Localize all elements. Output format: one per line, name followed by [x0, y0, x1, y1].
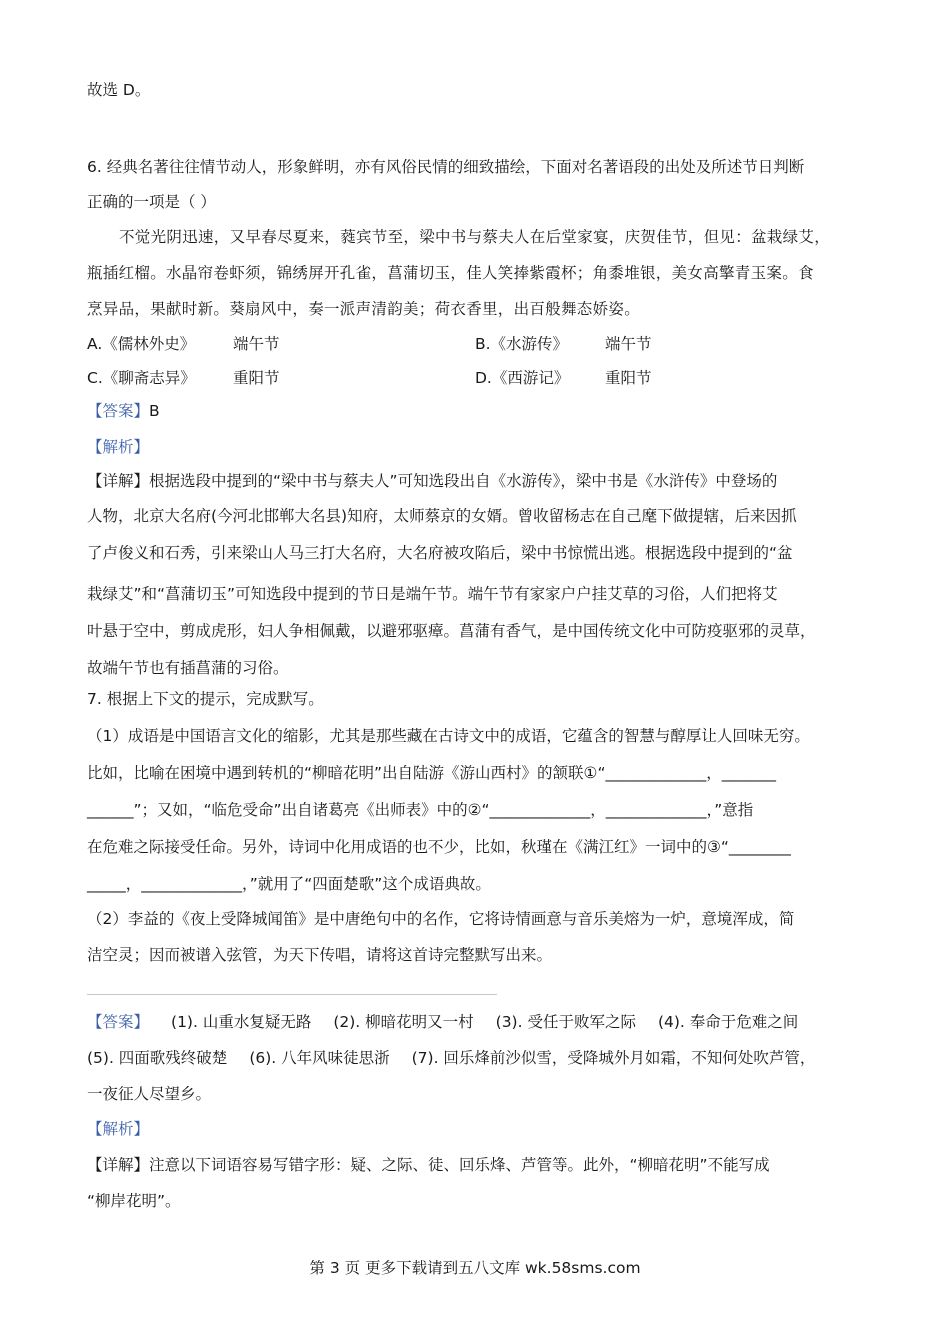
detail-tag: 【详解】: [87, 472, 150, 490]
answer-item-3: (3). 受任于败军之际: [495, 1013, 636, 1031]
previous-conclusion: 故选 D。: [87, 81, 151, 99]
answer-item-7: (7). 回乐烽前沙似雪，受降城外月如霜，不知何处吹芦管，: [411, 1049, 816, 1067]
q7-stem: 7. 根据上下文的提示，完成默写。: [87, 690, 324, 708]
q6-detail-line-6: 故端午节也有插菖蒲的习俗。: [87, 659, 289, 677]
q7-detail-text: 注意以下词语容易写错字形：疑、之际、徒、回乐烽、芦管等。此外，“柳暗花明”不能写成: [149, 1156, 770, 1174]
option-b-book: B.《水游传》: [475, 335, 569, 353]
option-c: [87, 367, 280, 389]
q6-passage-line-2: 瓶插红榴。水晶帘卷虾须，锦绣屏开孔雀，菖蒲切玉，佳人笑捧紫霞杯；角黍堆银，美女高擎青玉案。食: [87, 264, 814, 282]
option-b-festival: 端午节: [605, 335, 652, 353]
q7-part2-line-1: （2）李益的《夜上受降城闻笛》是中唐绝句中的名作，它将诗情画意与音乐美熔为一炉，意境浑成，简: [87, 910, 795, 928]
q6-stem-line-1: 6. 经典名著往往情节动人，形象鲜明，亦有风俗民情的细致描绘，下面对名著语段的出处及所述节日判断: [87, 158, 805, 176]
option-b: [475, 333, 652, 355]
page-footer: 第 3 页 更多下载请到五八文库 wk.58sms.com: [309, 1259, 641, 1277]
q7-answer-tag: 【答案】: [87, 1013, 150, 1031]
q7-answer-line-3: 一夜征人尽望乡。: [87, 1085, 212, 1103]
q7-answer-line-2: [87, 1047, 815, 1069]
q6-detail-line-3: 了卢俊义和石秀，引来梁山人马三打大名府，大名府被攻陷后，梁中书惊慌出逃。根据选段中提到的“盆: [87, 544, 793, 562]
answer-item-6: (6). 八年风味徒思浙: [249, 1049, 390, 1067]
answer-item-4: (4). 奉命于危难之间: [657, 1013, 799, 1031]
q6-detail-line-5: 叶悬于空中，剪成虎形，妇人争相佩戴，以避邪驱瘴。菖蒲有香气，是中国传统文化中可防疫驱邪的灵草，: [87, 622, 816, 640]
q7-part1-line-4: 在危难之际接受任命。另外，诗词中化用成语的也不少，比如，秋瑾在《满江红》一词中的③“________: [87, 838, 791, 856]
answer-item-5: (5). 四面歌残终破楚: [87, 1049, 228, 1067]
option-a: [87, 333, 280, 355]
q7-detail-line-1: [87, 1154, 770, 1176]
option-d-book: D.《西游记》: [475, 369, 570, 387]
q6-detail-line-2: 人物，北京大名府(今河北邯郸大名县)知府，太师蔡京的女婿。曾收留杨志在自己麾下做提辖，后来因抓: [87, 507, 797, 525]
q6-answer: [87, 400, 160, 422]
q6-passage-line-3: 烹异品，果献时新。葵扇风中，奏一派声清韵美；荷衣香里，出百般舞态娇姿。: [87, 300, 641, 318]
q6-detail-line-1: [87, 470, 777, 492]
option-d-festival: 重阳节: [605, 369, 652, 387]
q7-part1-line-3: ______”；又如，“临危受命”出自诸葛亮《出师表》中的②“_____________，_____________，”意指: [87, 801, 754, 819]
q7-part1-line-1: （1）成语是中国语言文化的缩影，尤其是那些藏在古诗文中的成语，它蕴含的智慧与醇厚让人回味无穷。: [87, 727, 810, 745]
q7-part1-line-2: 比如，比喻在困境中遇到转机的“柳暗花明”出自陆游《游山西村》的颔联①“_____________，_______: [87, 764, 776, 782]
q7-part1-line-5: _____，_____________，”就用了“四面楚歌”这个成语典故。: [87, 875, 491, 893]
q7-part2-line-2: 洁空灵；因而被谱入弦管，为天下传唱，请将这首诗完整默写出来。: [87, 946, 553, 964]
divider: [87, 994, 497, 995]
option-c-book: C.《聊斋志异》: [87, 369, 196, 387]
option-c-festival: 重阳节: [233, 369, 280, 387]
answer-value: B: [149, 402, 160, 420]
detail-text: 根据选段中提到的“梁中书与蔡夫人”可知选段出自《水游传》，梁中书是《水浒传》中登场的: [149, 472, 778, 490]
option-d: [475, 367, 652, 389]
q6-analysis-tag: 【解析】: [87, 438, 150, 456]
q7-answer-line-1: [87, 1011, 798, 1033]
q6-stem-line-2: 正确的一项是（ ）: [87, 193, 216, 211]
q7-detail-tag: 【详解】: [87, 1156, 150, 1174]
q7-analysis-tag: 【解析】: [87, 1120, 150, 1138]
answer-item-1: (1). 山重水复疑无路: [171, 1013, 312, 1031]
option-a-festival: 端午节: [233, 335, 280, 353]
q7-detail-line-2: “柳岸花明”。: [87, 1192, 181, 1210]
option-a-book: A.《儒林外史》: [87, 335, 196, 353]
q6-detail-line-4: 栽绿艾”和“菖蒲切玉”可知选段中提到的节日是端午节。端午节有家家户户挂艾草的习俗，人们把将艾: [87, 585, 778, 603]
q6-passage-line-1: 不觉光阴迅速，又早春尽夏来，蕤宾节至，梁中书与蔡夫人在后堂家宴，庆贺佳节，但见：盆栽绿艾，: [119, 228, 831, 246]
answer-tag: 【答案】: [87, 402, 150, 420]
answer-item-2: (2). 柳暗花明又一村: [333, 1013, 474, 1031]
